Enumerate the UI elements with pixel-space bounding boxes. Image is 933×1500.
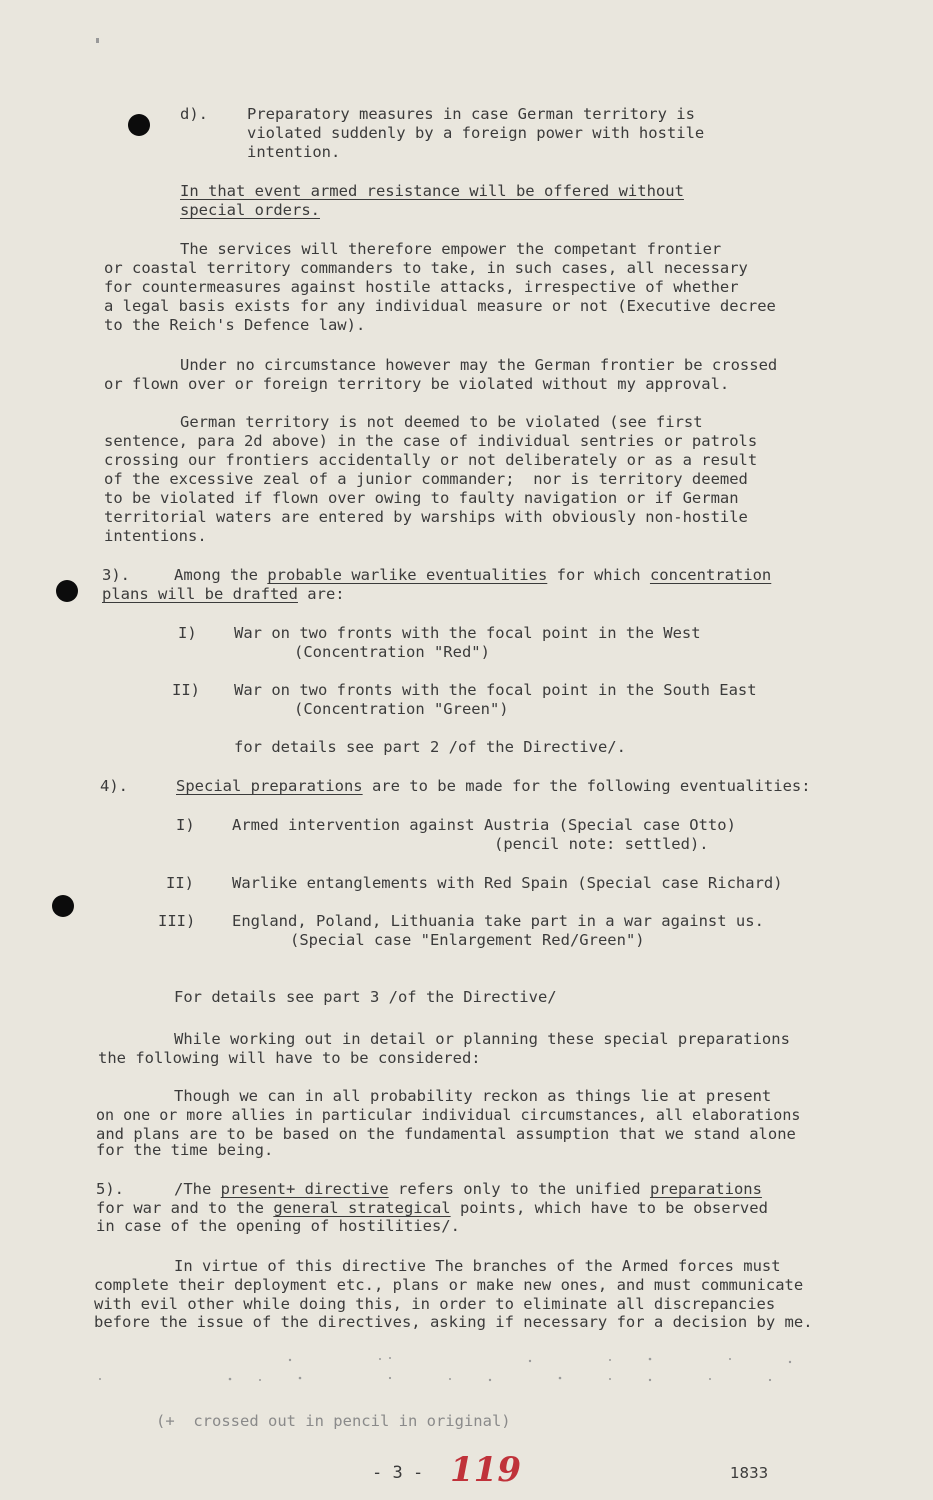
paragraph-line: territorial waters are entered by warships with obviously non-hostile bbox=[104, 508, 748, 526]
list-item-sub: (Concentration "Red") bbox=[294, 643, 490, 661]
section-5-line1: /The present+ directive refers only to the unified preparations bbox=[174, 1180, 762, 1198]
paragraph-line: the following will have to be considered: bbox=[98, 1049, 481, 1067]
section-5-line3: in case of the opening of hostilities/. bbox=[96, 1217, 460, 1235]
paragraph-line: While working out in detail or planning these special preparations bbox=[174, 1030, 790, 1048]
list-item-sub: (pencil note: settled). bbox=[494, 835, 709, 853]
paragraph-line: for the time being. bbox=[96, 1141, 274, 1159]
section-3-heading-line1: Among the probable warlike eventualities for which concentration bbox=[174, 566, 772, 584]
orders-line: In that event armed resistance will be offered without bbox=[180, 182, 684, 200]
list-item-text: Armed intervention against Austria (Special case Otto) bbox=[232, 816, 736, 834]
list-item-number: II) bbox=[172, 681, 200, 699]
section-d-line: intention. bbox=[247, 143, 341, 161]
section-4-marker: 4). bbox=[100, 777, 128, 795]
section-3-heading-line2: plans will be drafted are: bbox=[102, 585, 345, 603]
paragraph-line: or coastal territory commanders to take, in such cases, all necessary bbox=[104, 259, 748, 277]
list-item-number: II) bbox=[166, 874, 194, 892]
list-item-number: I) bbox=[178, 624, 197, 642]
paragraph-line: crossing our frontiers accidentally or not deliberately or as a result bbox=[104, 451, 758, 469]
list-item-number: III) bbox=[158, 912, 196, 930]
paragraph-line: to be violated if flown over owing to faulty navigation or if German bbox=[104, 489, 739, 507]
paragraph-line: complete their deployment etc., plans or make new ones, and must communicate bbox=[94, 1276, 804, 1294]
list-item-text: War on two fronts with the focal point in the West bbox=[234, 624, 701, 642]
page-number: - 3 - bbox=[372, 1463, 424, 1483]
margin-mark bbox=[96, 38, 99, 43]
section-d-line: violated suddenly by a foreign power with hostile bbox=[247, 124, 705, 142]
paragraph-line: Though we can in all probability reckon as things lie at present bbox=[174, 1087, 772, 1105]
punch-hole-lower bbox=[52, 895, 74, 917]
list-item-text: England, Poland, Lithuania take part in a war against us. bbox=[232, 912, 764, 930]
section-4-heading: Special preparations are to be made for the following eventualities: bbox=[176, 777, 811, 795]
punch-hole-middle bbox=[56, 580, 78, 602]
paragraph-line: In virtue of this directive The branches of the Armed forces must bbox=[174, 1257, 781, 1275]
section-3-marker: 3). bbox=[102, 566, 130, 584]
list-item-number: I) bbox=[176, 816, 195, 834]
paragraph-line: a legal basis exists for any individual measure or not (Executive decree bbox=[104, 297, 776, 315]
smudge-marks bbox=[90, 1350, 810, 1390]
footnote: (+ crossed out in pencil in original) bbox=[156, 1412, 511, 1430]
paragraph-line: and plans are to be based on the fundamental assumption that we stand alone bbox=[96, 1125, 796, 1143]
section-d-line: Preparatory measures in case German territory is bbox=[247, 105, 695, 123]
paragraph-line: on one or more allies in particular individual circumstances, all elaborations bbox=[96, 1106, 801, 1124]
paragraph-line: or flown over or foreign territory be violated without my approval. bbox=[104, 375, 730, 393]
paragraph-line: intentions. bbox=[104, 527, 207, 545]
paragraph-line: sentence, para 2d above) in the case of individual sentries or patrols bbox=[104, 432, 758, 450]
paragraph-line: before the issue of the directives, asking if necessary for a decision by me. bbox=[94, 1313, 813, 1331]
list-item-sub: (Concentration "Green") bbox=[294, 700, 509, 718]
list-item-text: Warlike entanglements with Red Spain (Special case Richard) bbox=[232, 874, 783, 892]
stamp-number: 1833 bbox=[730, 1464, 769, 1482]
paragraph-line: with evil other while doing this, in order to eliminate all discrepancies bbox=[94, 1295, 776, 1313]
list-item-sub: (Special case "Enlargement Red/Green") bbox=[290, 931, 645, 949]
paragraph-line: The services will therefore empower the competant frontier bbox=[180, 240, 722, 258]
paragraph-line: German territory is not deemed to be violated (see first bbox=[180, 413, 703, 431]
paragraph-line: to the Reich's Defence law). bbox=[104, 316, 366, 334]
paragraph-line: Under no circumstance however may the German frontier be crossed bbox=[180, 356, 778, 374]
section-5-marker: 5). bbox=[96, 1180, 124, 1198]
paragraph-line: of the excessive zeal of a junior commander; nor is territory deemed bbox=[104, 470, 748, 488]
section-4-details: For details see part 3 /of the Directive/ bbox=[174, 988, 557, 1006]
list-item-text: War on two fronts with the focal point in the South East bbox=[234, 681, 757, 699]
section-3-details: for details see part 2 /of the Directive/. bbox=[234, 738, 626, 756]
section-5-line2: for war and to the general strategical points, which have to be observed bbox=[96, 1199, 768, 1217]
handwritten-page-number: 119 bbox=[450, 1450, 521, 1490]
section-d-marker: d). bbox=[180, 105, 208, 123]
paragraph-line: for countermeasures against hostile attacks, irrespective of whether bbox=[104, 278, 739, 296]
orders-line: special orders. bbox=[180, 201, 320, 219]
punch-hole-top bbox=[128, 114, 150, 136]
